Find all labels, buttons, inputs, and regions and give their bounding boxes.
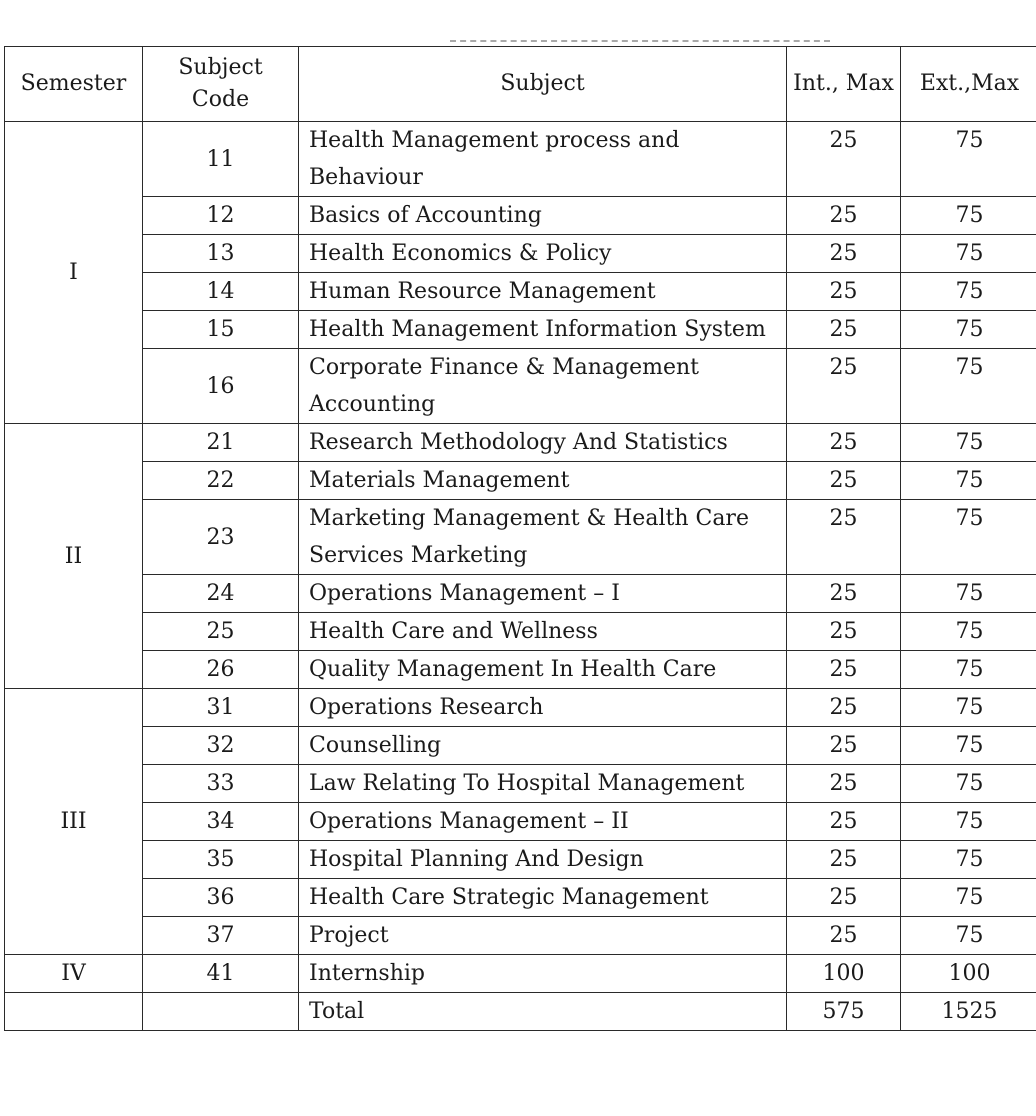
- table-row: [5, 803, 1036, 841]
- subject-code-cell: 24: [143, 575, 299, 613]
- semester-cell: IV: [5, 955, 143, 993]
- table-row: [5, 765, 1036, 803]
- int-max-cell: 25: [787, 765, 901, 803]
- subject-cell: Operations Management – II: [299, 803, 787, 841]
- ext-max-cell: 75: [901, 235, 1036, 273]
- subject-code-cell: 15: [143, 311, 299, 349]
- semester-cell: II: [5, 424, 143, 689]
- int-max-cell: 25: [787, 122, 901, 197]
- ext-max-cell: 75: [901, 613, 1036, 651]
- subject-code-cell: 37: [143, 917, 299, 955]
- int-max-cell: 25: [787, 235, 901, 273]
- header-semester: Semester: [5, 47, 143, 122]
- subject-cell: Research Methodology And Statistics: [299, 424, 787, 462]
- subject-cell: Basics of Accounting: [299, 197, 787, 235]
- subject-cell: Counselling: [299, 727, 787, 765]
- subject-code-cell: 34: [143, 803, 299, 841]
- subject-code-cell: 23: [143, 500, 299, 575]
- ext-max-cell: 75: [901, 197, 1036, 235]
- int-max-cell: 25: [787, 689, 901, 727]
- subject-code-cell: 33: [143, 765, 299, 803]
- table-row: [5, 349, 1036, 424]
- semester-cell: I: [5, 122, 143, 424]
- table-body: [5, 122, 1036, 1031]
- table-row: [5, 917, 1036, 955]
- int-max-cell: 25: [787, 727, 901, 765]
- int-max-cell: 25: [787, 613, 901, 651]
- header-subject-code: [143, 47, 299, 122]
- subject-code-cell: 22: [143, 462, 299, 500]
- subject-code-cell: 11: [143, 122, 299, 197]
- subject-cell: Law Relating To Hospital Management: [299, 765, 787, 803]
- subject-cell: Operations Research: [299, 689, 787, 727]
- subject-code-cell: 12: [143, 197, 299, 235]
- empty-cell: [5, 993, 143, 1031]
- header-subject-code-text: Subject Code: [178, 55, 263, 112]
- table-row: [5, 613, 1036, 651]
- subject-cell: Health Economics & Policy: [299, 235, 787, 273]
- syllabus-table: [4, 46, 1036, 1031]
- header-int-max: Int., Max: [787, 47, 901, 122]
- table-row: [5, 235, 1036, 273]
- header-ext-max: Ext.,Max: [901, 47, 1036, 122]
- total-ext-max: 1525: [901, 993, 1036, 1031]
- ext-max-cell: 75: [901, 765, 1036, 803]
- subject-code-cell: 35: [143, 841, 299, 879]
- subject-code-cell: 16: [143, 349, 299, 424]
- int-max-cell: 25: [787, 651, 901, 689]
- table-row: [5, 575, 1036, 613]
- int-max-cell: 25: [787, 273, 901, 311]
- table-row: [5, 273, 1036, 311]
- table-row: [5, 841, 1036, 879]
- subject-code-cell: 14: [143, 273, 299, 311]
- total-row: [5, 993, 1036, 1031]
- subject-cell: Health Management process and Behaviour: [299, 122, 787, 197]
- ext-max-cell: 75: [901, 311, 1036, 349]
- table-row: [5, 311, 1036, 349]
- semester-cell: III: [5, 689, 143, 955]
- subject-cell: Internship: [299, 955, 787, 993]
- header-subject: Subject: [299, 47, 787, 122]
- ext-max-cell: 75: [901, 727, 1036, 765]
- int-max-cell: 100: [787, 955, 901, 993]
- table-row: [5, 689, 1036, 727]
- int-max-cell: 25: [787, 311, 901, 349]
- int-max-cell: 25: [787, 500, 901, 575]
- subject-code-cell: 31: [143, 689, 299, 727]
- subject-cell: Materials Management: [299, 462, 787, 500]
- table-row: [5, 879, 1036, 917]
- subject-code-cell: 26: [143, 651, 299, 689]
- subject-cell: Health Care and Wellness: [299, 613, 787, 651]
- ext-max-cell: 75: [901, 689, 1036, 727]
- ext-max-cell: 75: [901, 424, 1036, 462]
- int-max-cell: 25: [787, 197, 901, 235]
- table-row: [5, 462, 1036, 500]
- subject-cell: Project: [299, 917, 787, 955]
- subject-cell: Health Care Strategic Management: [299, 879, 787, 917]
- ext-max-cell: 75: [901, 879, 1036, 917]
- ext-max-cell: 75: [901, 803, 1036, 841]
- subject-cell: Quality Management In Health Care: [299, 651, 787, 689]
- subject-cell: Marketing Management & Health Care Services Marketing: [299, 500, 787, 575]
- total-label: Total: [299, 993, 787, 1031]
- int-max-cell: 25: [787, 349, 901, 424]
- table-row: [5, 122, 1036, 197]
- ext-max-cell: 100: [901, 955, 1036, 993]
- table-row: [5, 500, 1036, 575]
- subject-cell: Operations Management – I: [299, 575, 787, 613]
- int-max-cell: 25: [787, 424, 901, 462]
- syllabus-table-wrapper: [4, 46, 1036, 1031]
- int-max-cell: 25: [787, 462, 901, 500]
- ext-max-cell: 75: [901, 841, 1036, 879]
- int-max-cell: 25: [787, 803, 901, 841]
- table-row: [5, 955, 1036, 993]
- subject-code-cell: 41: [143, 955, 299, 993]
- int-max-cell: 25: [787, 879, 901, 917]
- subject-code-cell: 36: [143, 879, 299, 917]
- total-int-max: 575: [787, 993, 901, 1031]
- ext-max-cell: 75: [901, 349, 1036, 424]
- empty-cell: [143, 993, 299, 1031]
- ext-max-cell: 75: [901, 575, 1036, 613]
- ext-max-cell: 75: [901, 273, 1036, 311]
- table-row: [5, 197, 1036, 235]
- int-max-cell: 25: [787, 575, 901, 613]
- table-row: [5, 651, 1036, 689]
- table-row: [5, 727, 1036, 765]
- header-row: [5, 47, 1036, 122]
- subject-cell: Hospital Planning And Design: [299, 841, 787, 879]
- table-row: [5, 424, 1036, 462]
- ext-max-cell: 75: [901, 917, 1036, 955]
- ext-max-cell: 75: [901, 651, 1036, 689]
- subject-cell: Human Resource Management: [299, 273, 787, 311]
- subject-code-cell: 25: [143, 613, 299, 651]
- ext-max-cell: 75: [901, 122, 1036, 197]
- ext-max-cell: 75: [901, 500, 1036, 575]
- subject-code-cell: 21: [143, 424, 299, 462]
- subject-cell: Health Management Information System: [299, 311, 787, 349]
- subject-cell: Corporate Finance & Management Accounting: [299, 349, 787, 424]
- int-max-cell: 25: [787, 841, 901, 879]
- int-max-cell: 25: [787, 917, 901, 955]
- subject-code-cell: 13: [143, 235, 299, 273]
- subject-code-cell: 32: [143, 727, 299, 765]
- ext-max-cell: 75: [901, 462, 1036, 500]
